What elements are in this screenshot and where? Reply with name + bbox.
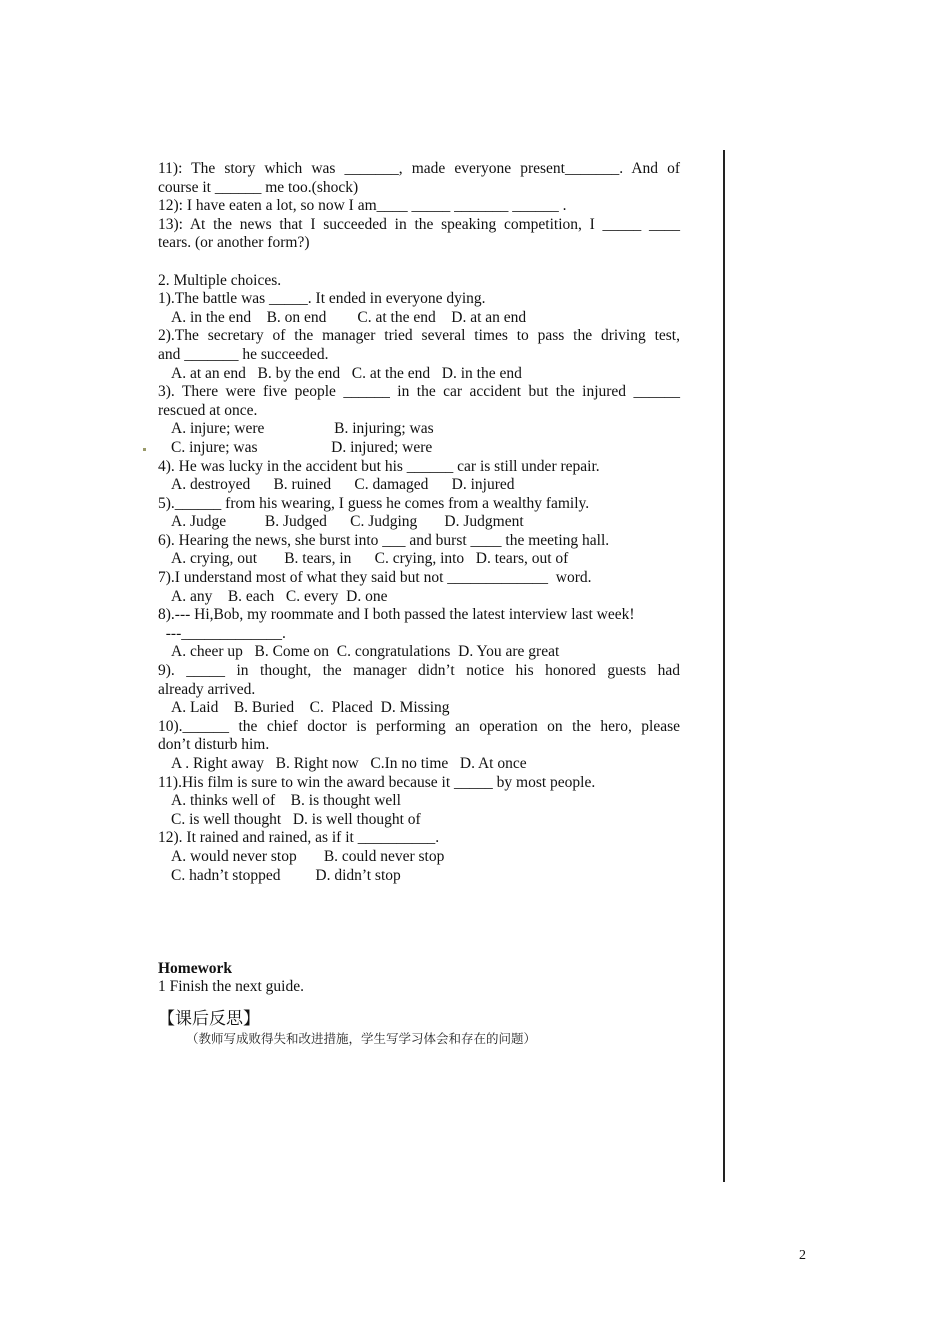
spacer	[158, 885, 680, 904]
mc-q6: 6). Hearing the news, she burst into ___ and burst ____ the meeting hall.	[158, 531, 610, 549]
fill-q11-line1: 11): The story which was _______, made everyone present_______. And of	[158, 160, 680, 177]
section-heading-multiple-choice: 2. Multiple choices.	[158, 271, 282, 289]
mc-q12: 12). It rained and rained, as if it __________.	[158, 829, 440, 847]
fill-q13-line2: tears. (or another form?)	[158, 234, 310, 252]
homework-item: 1 Finish the next guide.	[158, 978, 304, 996]
mc-q11: 11).His film is sure to win the award because it _____ by most people.	[158, 773, 596, 791]
mc-q12-options-1: A. would never stop B. could never stop	[171, 847, 445, 865]
mc-q3-line1: 3). There were five people ______ in the car accident but the injured ______	[158, 383, 680, 401]
mc-q3-line2: rescued at once.	[158, 401, 258, 419]
worksheet-body	[158, 160, 680, 1047]
mc-q10-line1: 10).______ the chief doctor is performing an operation on the hero, please	[158, 717, 680, 735]
vertical-margin-rule	[723, 150, 725, 1182]
spacer	[158, 922, 680, 941]
fill-q12: 12): I have eaten a lot, so now I am____ _____ _______ ______ .	[158, 197, 567, 215]
mc-q6-options: A. crying, out B. tears, in C. crying, into D. tears, out of	[171, 550, 569, 568]
mc-q11-options-2: C. is well thought D. is well thought of	[171, 810, 421, 828]
mc-q8-reply: ---_____________.	[158, 624, 286, 642]
mc-q9-line1: 9). _____ in thought, the manager didn’t notice his honored guests had	[158, 662, 680, 680]
spacer	[158, 253, 680, 272]
mc-q8: 8).--- Hi,Bob, my roommate and I both passed the latest interview last week!	[158, 606, 635, 624]
reflection-heading: 【课后反思】	[158, 1008, 260, 1029]
mc-q9-options: A. Laid B. Buried C. Placed D. Missing	[171, 699, 450, 717]
mc-q10-line2: don’t disturb him.	[158, 736, 270, 754]
mc-q7: 7).I understand most of what they said but not _____________ word.	[158, 569, 592, 587]
mc-q4-options: A. destroyed B. ruined C. damaged D. injured	[171, 476, 515, 494]
reflection-note: （教师写成败得失和改进措施，学生写学习体会和存在的问题）	[186, 1030, 537, 1046]
margin-dot-mark	[143, 448, 146, 451]
spacer	[158, 941, 680, 960]
fill-q11-line2: course it ______ me too.(shock)	[158, 178, 359, 196]
mc-q10-options: A . Right away B. Right now C.In no time D. At once	[171, 755, 527, 772]
mc-q5-options: A. Judge B. Judged C. Judging D. Judgment	[171, 513, 524, 531]
mc-q7-options: A. any B. each C. every D. one	[171, 587, 388, 605]
mc-q1-options: A. in the end B. on end C. at the end D. at an end	[171, 308, 527, 326]
fill-q13-line1: 13): At the news that I succeeded in the speaking competition, I _____ ____	[158, 215, 680, 233]
mc-q2-line1: 2).The secretary of the manager tried several times to pass the driving test,	[158, 327, 680, 345]
mc-q2-line2: and _______ he succeeded.	[158, 345, 329, 363]
spacer	[158, 904, 680, 923]
mc-q11-options-1: A. thinks well of B. is thought well	[171, 792, 401, 810]
page-number: 2	[799, 1248, 806, 1263]
mc-q3-options-1: A. injure; were B. injuring; was	[171, 420, 434, 438]
mc-q3-options-2: C. injure; was D. injured; were	[171, 438, 433, 456]
mc-q2-options: A. at an end B. by the end C. at the end D. in the end	[171, 364, 522, 382]
mc-q8-options: A. cheer up B. Come on C. congratulations D. You are great	[171, 643, 560, 661]
homework-heading: Homework	[158, 959, 233, 977]
mc-q4: 4). He was lucky in the accident but his ______ car is still under repair.	[158, 457, 600, 475]
mc-q12-options-2: C. hadn’t stopped D. didn’t stop	[171, 866, 401, 884]
mc-q5: 5).______ from his wearing, I guess he comes from a wealthy family.	[158, 494, 590, 512]
mc-q9-line2: already arrived.	[158, 680, 256, 698]
mc-q1: 1).The battle was _____. It ended in everyone dying.	[158, 290, 486, 308]
